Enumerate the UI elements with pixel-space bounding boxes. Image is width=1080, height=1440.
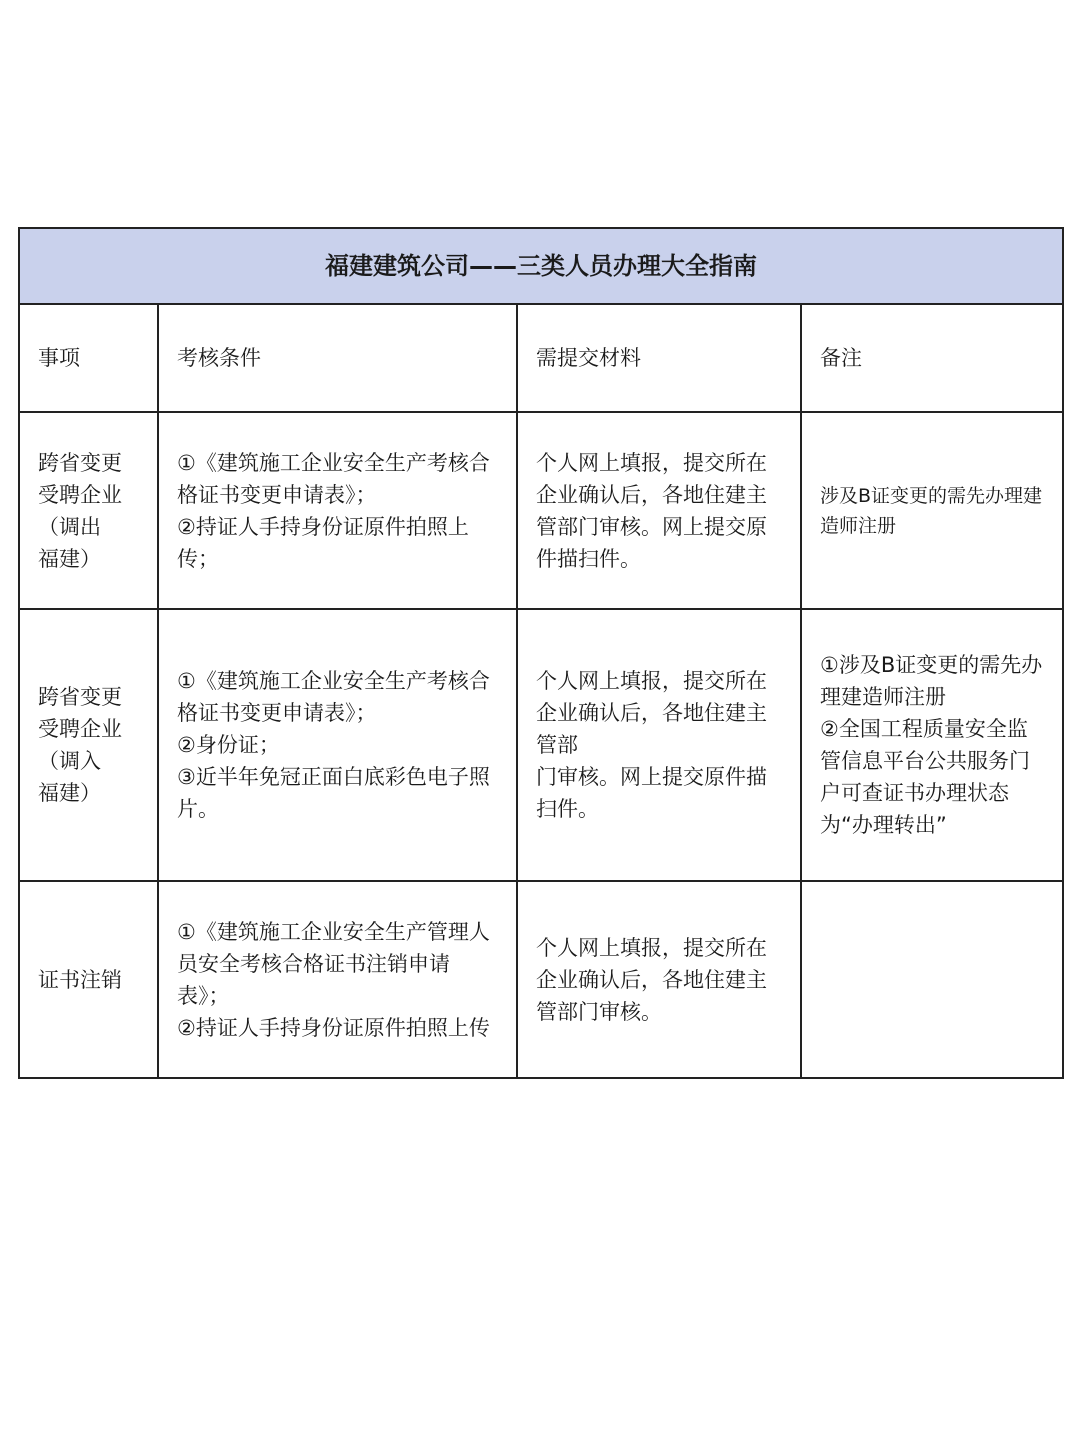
header-item: 事项 [19,304,158,412]
header-materials: 需提交材料 [517,304,801,412]
item-line: 受聘企业 [38,482,122,507]
cell-notes-empty [801,881,1063,1078]
cell-materials [517,609,801,881]
item-line: 跨省变更 [38,450,122,475]
cell-notes [801,412,1063,609]
header-conditions: 考核条件 [158,304,517,412]
condition-line: ③近半年免冠正面白底彩色电子照片。 [177,765,490,821]
header-notes: 备注 [801,304,1063,412]
item-line: 福建） [38,546,101,571]
cell-item [19,609,158,881]
condition-line: ②持证人手持身份证原件拍照上传； [177,514,469,571]
condition-line: ②身份证； [177,733,280,757]
item-line: 跨省变更 [38,685,122,709]
cell-conditions [158,609,517,881]
cell-notes [801,609,1063,881]
note-line: ①涉及B证变更的需先办理建造师注册 [820,653,1043,709]
cell-item [19,412,158,609]
title-row [19,228,1063,304]
material-line: 个人网上填报，提交所在企业确认后，各地住建主管部门审核。网上提交原件描扫件。 [536,450,767,571]
cell-materials [517,881,801,1078]
table-row [19,609,1063,881]
cell-materials [517,412,801,609]
condition-line: ①《建筑施工企业安全生产考核合格证书变更申请表》； [177,669,490,725]
note-line: ②全国工程质量安全监管信息平台公共服务门户可查证书办理状态为“办理转出” [820,717,1030,837]
cell-conditions [158,881,517,1078]
cell-item [19,881,158,1078]
condition-line: ②持证人手持身份证原件拍照上传 [177,1015,490,1040]
cell-conditions [158,412,517,609]
material-line: 个人网上填报，提交所在企业确认后，各地住建主管部门审核。 [536,935,767,1024]
material-line: 个人网上填报，提交所在企业确认后，各地住建主管部 [536,669,767,757]
note-line: 涉及B证变更的需先办理建造师注册 [820,484,1043,537]
table-title: 福建建筑公司——三类人员办理大全指南 [19,228,1063,304]
header-row [19,304,1063,412]
table-row [19,881,1063,1078]
item-line: （调出 [38,514,101,539]
condition-line: ①《建筑施工企业安全生产考核合格证书变更申请表》； [177,450,490,507]
guide-table [18,227,1064,1079]
item-line: 福建） [38,781,101,805]
condition-line: ①《建筑施工企业安全生产管理人员安全考核合格证书注销申请表》； [177,919,490,1008]
item-line: 证书注销 [38,967,122,992]
table-row [19,412,1063,609]
item-line: （调入 [38,749,101,773]
material-line: 门审核。网上提交原件描扫件。 [536,765,767,821]
item-line: 受聘企业 [38,717,122,741]
